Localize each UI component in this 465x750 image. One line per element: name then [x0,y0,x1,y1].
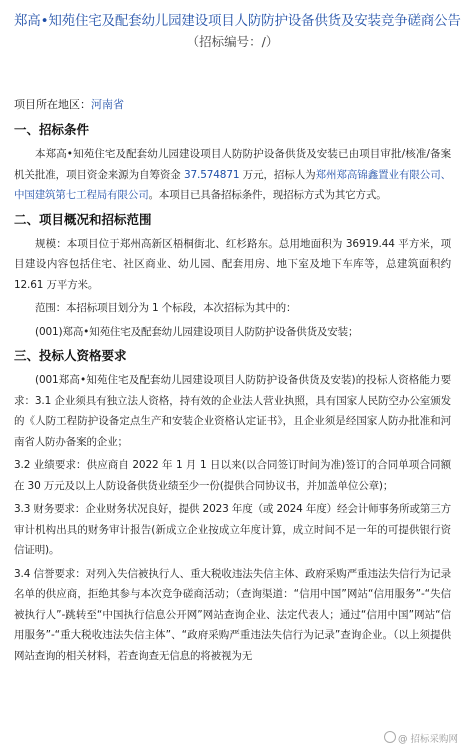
bid-lot: (001)郑高•知苑住宅及配套幼儿园建设项目人防防护设备供货及安装； [35,325,359,338]
section-heading-conditions: 一、招标条件 [14,122,90,137]
bid-scope: 范围：本招标项目划分为 1 个标段，本次招标为其中的： [35,302,297,314]
page-title: 郑高•知苑住宅及配套幼儿园建设项目人防防护设备供货及安装竞争磋商公告 [14,13,461,29]
conditions-text-a: 本郑高•知苑住宅及配套幼儿园建设项目人防防护设备供货及安装已由项目审批/核准/备案机关批准，项目资金来源为自筹资金 [14,148,451,181]
tender-number: （招标编号：/） [186,34,279,49]
project-scale: 规模：本项目位于郑州高新区梧桐街北、红杉路东。总用地面积为 36919.44 平方米，项目建设内容包括住宅、社区商业、幼儿园、配套用房、地下室及地下车库等，总建筑面积约 12.61 万平方米。 [14,237,451,291]
conditions-paragraph [14,144,451,206]
tenderer-name: 郑州郑高锦鑫置业有限公司、中国建筑第七工程局有限公司 [14,168,451,201]
section-heading-qualifications: 三、投标人资格要求 [14,348,127,363]
qualification-general: (001郑高•知苑住宅及配套幼儿园建设项目人防防护设备供货及安装)的投标人资格能力要求：3.1 企业须具有独立法人资格，持有效的企业法人营业执照，具有国家人民防空办公室颁发的《人防工程防护设备定点生产和安装企业资格认定证书》，且企业须是经国家人防办批准和河南省人防办备案的企业； [14,374,451,448]
region-value[interactable]: 河南省 [91,98,124,111]
project-region [14,96,451,114]
watermark-text: @ 招标采购网 [397,734,458,745]
qualification-credit: 3.4 信誉要求：对列入失信被执行人、重大税收违法失信主体、政府采购严重违法失信行为记录名单的供应商，拒绝其参与本次竞争磋商活动；（查询渠道：“信用中国”网站“信用服务”-“失信被执行人”-跳转至“中国执行信息公开网”网站查询企业、法定代表人；通过“信用中国”网站“信用服务”-“重大税收违法失信主体”、“政府采购严重违法失信行为记录”查询企业。（以上须提供网站查询的相关材料，若查询查无信息的将被视为无 [14,567,451,662]
qualification-finance: 3.3 财务要求：企业财务状况良好，提供 2023 年度（或 2024 年度）经会计师事务所或第三方审计机构出具的财务审计报告(新成立企业按成立年度计算，成立时间不足一年的可提供银行资信证明)。 [14,503,451,556]
section-heading-overview: 二、项目概况和招标范围 [14,211,152,227]
conditions-text-b: 万元，招标人为 [242,168,316,181]
funding-amount: 37.574871 [183,168,240,181]
watermark-logo-icon [384,731,396,743]
region-label: 项目所在地区： [14,98,91,111]
watermark [381,730,461,746]
qualification-performance: 3.2 业绩要求：供应商自 2022 年 1 月 1 日以来(以合同签订时间为准)签订的合同单项合同额在 30 万元及以上人防设备供货业绩至少一份(提供合同协议书，并加盖单位公章)； [14,459,451,492]
conditions-text-c: 。本项目已具备招标条件，现招标方式为其它方式。 [148,189,387,201]
